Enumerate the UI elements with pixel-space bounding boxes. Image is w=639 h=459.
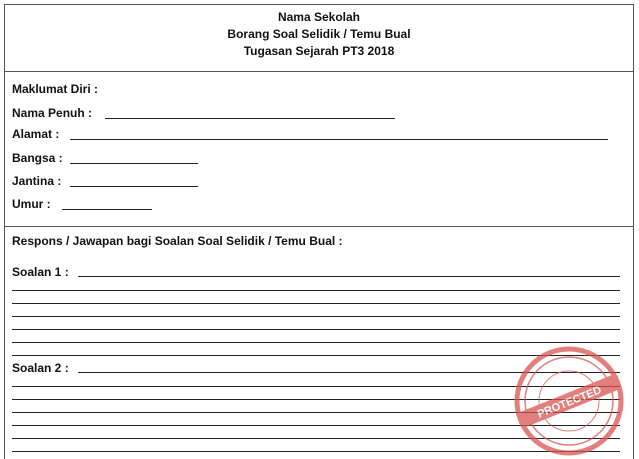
race-line[interactable] bbox=[70, 163, 198, 164]
form-header bbox=[4, 4, 634, 72]
address-label: Alamat : bbox=[12, 127, 60, 141]
age-line[interactable] bbox=[62, 209, 152, 210]
address-line[interactable] bbox=[70, 139, 608, 140]
assignment-title: Tugasan Sejarah PT3 2018 bbox=[243, 44, 395, 58]
answer-line[interactable] bbox=[12, 290, 620, 291]
question-1-label: Soalan 1 : bbox=[12, 265, 69, 279]
answer-line[interactable] bbox=[12, 342, 620, 343]
full-name-label: Nama Penuh : bbox=[12, 106, 93, 120]
gender-label: Jantina : bbox=[12, 174, 62, 188]
answer-line[interactable] bbox=[12, 329, 620, 330]
protected-stamp-icon bbox=[513, 345, 625, 457]
section-divider bbox=[4, 226, 634, 227]
race-label: Bangsa : bbox=[12, 151, 63, 165]
gender-line[interactable] bbox=[70, 186, 198, 187]
age-label: Umur : bbox=[12, 197, 51, 211]
stamp-text: PROTECTED bbox=[535, 384, 604, 421]
question-1-line[interactable] bbox=[78, 276, 620, 277]
answer-line[interactable] bbox=[12, 303, 620, 304]
question-2-label: Soalan 2 : bbox=[12, 361, 69, 375]
responses-heading: Respons / Jawapan bagi Soalan Soal Selidik / Temu Bual : bbox=[12, 234, 343, 248]
school-name: Nama Sekolah bbox=[277, 10, 361, 24]
answer-line[interactable] bbox=[12, 316, 620, 317]
full-name-line[interactable] bbox=[105, 118, 395, 119]
form-title: Borang Soal Selidik / Temu Bual bbox=[227, 27, 411, 41]
personal-info-heading: Maklumat Diri : bbox=[12, 82, 99, 96]
